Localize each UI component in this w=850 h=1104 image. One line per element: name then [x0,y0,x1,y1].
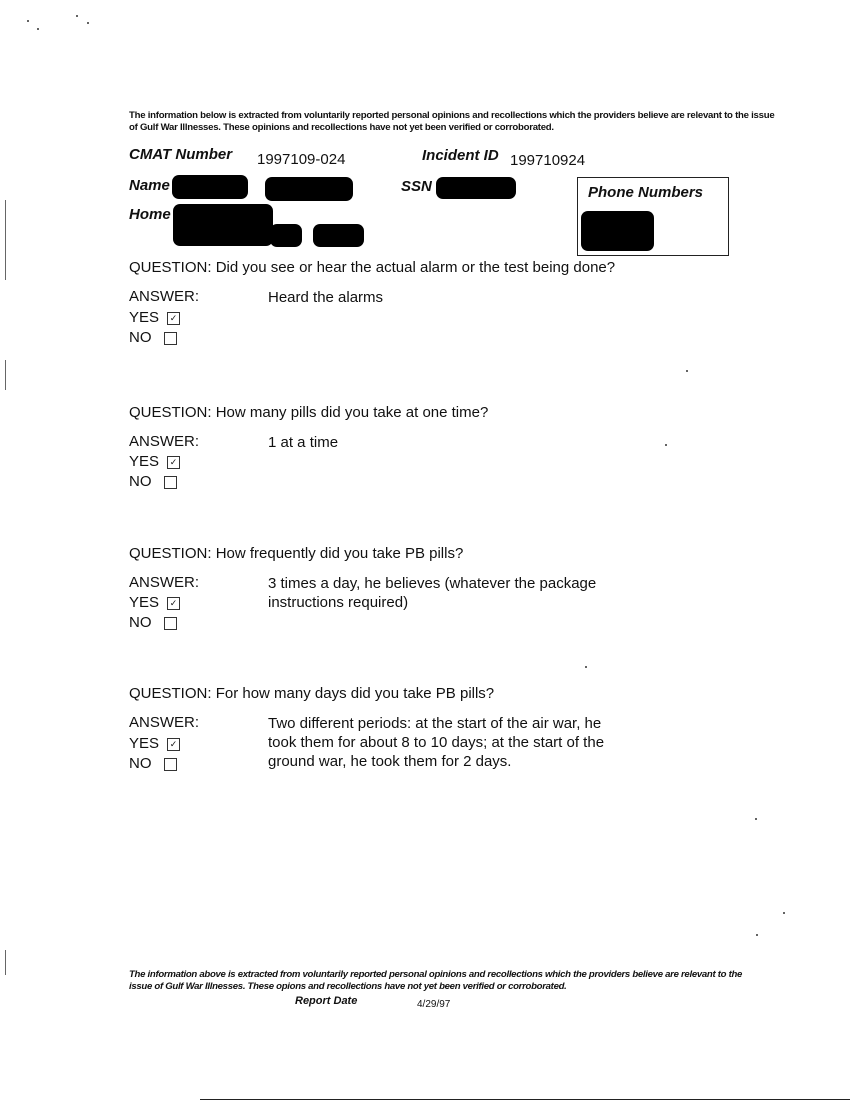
no-label: NO [129,473,152,490]
answer-label: ANSWER: [129,288,200,305]
header-disclaimer: The information below is extracted from voluntarily reported personal opinions and recollections which the providers believe are relevant to the issue of Gulf War Illnesses. These opinions and recollections have not yet been verified or corroborated. [129,110,775,133]
no-label: NO [129,329,152,346]
question-line [129,259,615,276]
yes-label: YES [129,735,160,752]
phone-numbers-label: Phone Numbers [588,184,704,201]
scan-edge-mark [5,360,6,390]
no-checkbox[interactable] [164,758,177,771]
home-label: Home [129,206,171,223]
no-option [129,755,177,772]
yes-option [129,594,180,611]
redaction-home-address [270,224,302,247]
question-text: How frequently did you take PB pills? [215,545,464,562]
question-line [129,545,463,562]
redaction-home-address [313,224,364,247]
yes-label: YES [129,453,160,470]
answer-label: ANSWER: [129,433,200,450]
footer-disclaimer: The information above is extracted from voluntarily reported personal opinions and recollections which the providers believe are relevant to the issue of Gulf War Illnesses. These opions and recollections have not yet been verified or corroborated. [129,969,743,992]
no-checkbox[interactable] [164,617,177,630]
no-option [129,614,177,631]
ssn-label: SSN [401,178,432,195]
scan-edge-mark [5,200,6,280]
answer-text: 3 times a day, he believes (whatever the package instructions required) [268,575,597,611]
no-label: NO [129,755,152,772]
qa-block [129,404,488,421]
incident-id-value: 199710924 [510,152,586,169]
report-date-value: 4/29/97 [417,999,451,1010]
scan-speck [756,934,758,936]
name-label: Name [129,177,170,194]
question-text: Did you see or hear the actual alarm or the test being done? [215,259,616,276]
scan-speck [87,22,89,24]
no-option [129,329,177,346]
yes-checkbox-checked[interactable]: ✓ [167,738,180,751]
scan-speck [686,370,688,372]
scan-speck [37,28,39,30]
answer-text: 1 at a time [268,434,339,451]
qa-block [129,685,494,702]
yes-option [129,453,180,470]
redaction-name-first [172,175,248,199]
question-label: QUESTION: [129,259,212,276]
redaction-ssn [436,177,516,199]
scan-edge-mark [5,950,6,975]
question-line [129,685,494,702]
redaction-home-address [173,204,273,246]
redaction-phone [581,211,654,251]
scan-speck [585,666,587,668]
question-line [129,404,488,421]
no-label: NO [129,614,152,631]
scan-speck [755,818,757,820]
yes-option [129,309,180,326]
cmat-number-value: 1997109-024 [257,151,346,168]
qa-block [129,545,463,562]
page-bottom-rule [200,1099,850,1100]
yes-checkbox-checked[interactable]: ✓ [167,597,180,610]
scan-speck [783,912,785,914]
no-option [129,473,177,490]
yes-option [129,735,180,752]
question-label: QUESTION: [129,545,212,562]
answer-label: ANSWER: [129,714,200,731]
scan-speck [27,20,29,22]
yes-label: YES [129,594,160,611]
cmat-number-label: CMAT Number [129,146,233,163]
yes-checkbox-checked[interactable]: ✓ [167,456,180,469]
report-date-label: Report Date [295,995,358,1007]
answer-label: ANSWER: [129,574,200,591]
question-text: How many pills did you take at one time? [215,404,489,421]
question-text: For how many days did you take PB pills? [215,685,495,702]
yes-label: YES [129,309,160,326]
answer-text: Heard the alarms [268,289,384,306]
no-checkbox[interactable] [164,332,177,345]
answer-text: Two different periods: at the start of the air war, he took them for about 8 to 10 days; at the start of the ground war, he took them for 2 days. [268,715,605,770]
redaction-name-last [265,177,353,201]
yes-checkbox-checked[interactable]: ✓ [167,312,180,325]
question-label: QUESTION: [129,404,212,421]
incident-id-label: Incident ID [422,147,499,164]
question-label: QUESTION: [129,685,212,702]
no-checkbox[interactable] [164,476,177,489]
scan-speck [665,444,667,446]
scan-speck [76,15,78,17]
phone-numbers-box [577,177,729,256]
qa-block [129,259,615,276]
